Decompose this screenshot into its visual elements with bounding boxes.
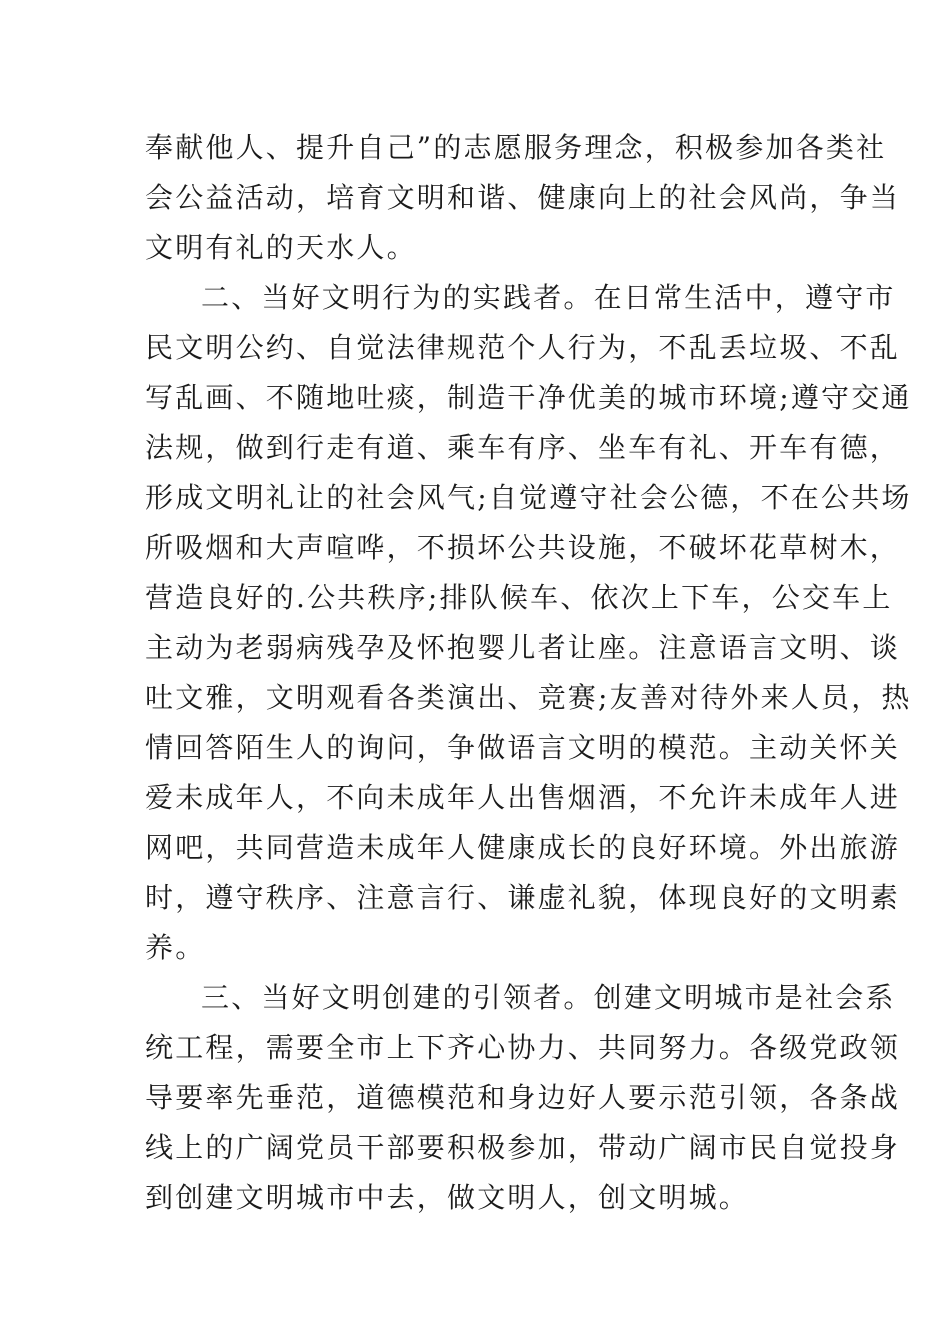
paragraph-3-first-line: 三、当好文明创建的引领者。创建文明城市是社会系 <box>201 981 896 1014</box>
text-line: 形成文明礼让的社会风气;自觉遵守社会公德，不在公共场 <box>145 481 912 514</box>
text-line: 吐文雅，文明观看各类演出、竞赛;友善对待外来人员，热 <box>145 681 912 714</box>
text-line: 统工程，需要全市上下齐心协力、共同努力。各级党政领 <box>145 1031 901 1064</box>
text-line: 奉献他人、提升自己”的志愿服务理念，积极参加各类社 <box>145 131 887 164</box>
text-line: 到创建文明城市中去，做文明人，创文明城。 <box>145 1181 750 1214</box>
text-line: 爱未成年人，不向未成年人出售烟酒，不允许未成年人进 <box>145 781 901 814</box>
text-line: 写乱画、不随地吐痰，制造干净优美的城市环境;遵守交通 <box>145 381 912 414</box>
text-line: 法规，做到行走有道、乘车有序、坐车有礼、开车有德， <box>145 431 901 464</box>
text-line: 时，遵守秩序、注意言行、谦虚礼貌，体现良好的文明素 <box>145 881 901 914</box>
text-line: 情回答陌生人的询问，争做语言文明的模范。主动关怀关 <box>145 731 901 764</box>
text-line: 线上的广阔党员干部要积极参加，带动广阔市民自觉投身 <box>145 1131 901 1164</box>
text-line: 民文明公约、自觉法律规范个人行为，不乱丢垃圾、不乱 <box>145 331 901 364</box>
text-line: 养。 <box>145 931 206 964</box>
text-line: 会公益活动，培育文明和谐、健康向上的社会风尚，争当 <box>145 181 901 214</box>
text-line: 网吧，共同营造未成年人健康成长的良好环境。外出旅游 <box>145 831 901 864</box>
text-line: 导要率先垂范，道德模范和身边好人要示范引领，各条战 <box>145 1081 901 1114</box>
text-line: 主动为老弱病残孕及怀抱婴儿者让座。注意语言文明、谈 <box>145 631 901 664</box>
text-line: 营造良好的.公共秩序;排队候车、依次上下车，公交车上 <box>145 581 893 614</box>
text-line: 所吸烟和大声喧哗，不损坏公共设施，不破坏花草树木， <box>145 531 901 564</box>
paragraph-2-first-line: 二、当好文明行为的实践者。在日常生活中，遵守市 <box>201 281 896 314</box>
text-line: 文明有礼的天水人。 <box>145 231 417 264</box>
